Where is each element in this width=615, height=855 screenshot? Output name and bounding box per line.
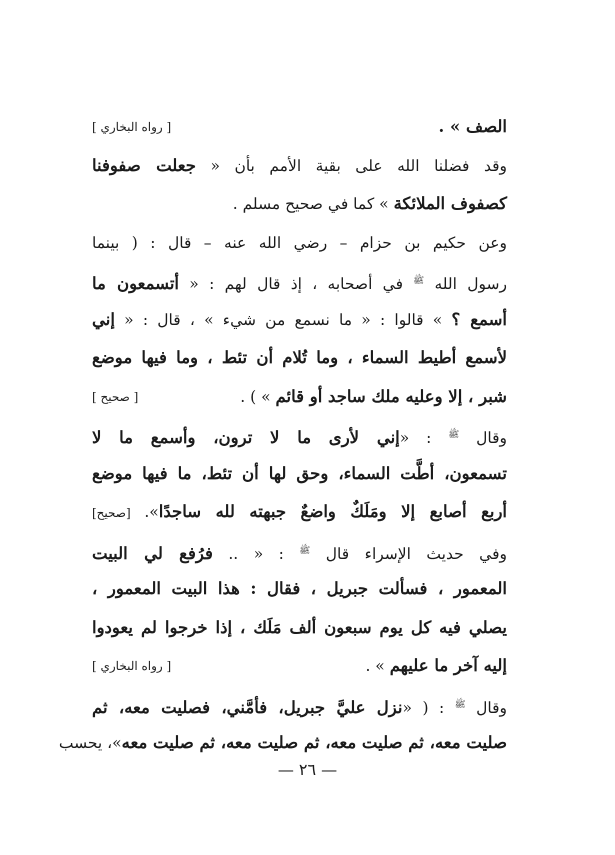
hadith-text: يصلي فيه كل يوم سبعون ألف مَلَك ، إذا خرجوا لم يعودوا: [92, 617, 507, 637]
body-text: : « ..: [212, 544, 300, 563]
source-reference: [ صحيح ]: [92, 389, 139, 404]
body-text: رسول الله: [424, 275, 507, 293]
text-line: [92, 493, 507, 531]
hadith-text: كصفوف الملائكة: [393, 194, 507, 213]
hadith-text: المعمور ، فسألت جبريل ، فقال : هذا البيت المعمور ،: [92, 579, 507, 598]
body-text: » قالوا : « ما نسمع من شيء » ، قال : «: [114, 310, 452, 329]
page-body: [58, 108, 508, 798]
text-line: [92, 686, 507, 724]
text-line: [58, 724, 507, 762]
text-line: [92, 262, 507, 300]
hadith-text: أسمع ؟: [451, 309, 507, 329]
text-line: [92, 455, 507, 493]
body-text: » ) .: [240, 387, 276, 406]
text-line: [207, 647, 507, 685]
honorific-glyph: ﷺ: [448, 430, 460, 440]
body-text: » .: [365, 657, 390, 675]
body-text: وقال: [465, 698, 507, 717]
text-line: [92, 301, 507, 339]
body-text: وفي حديث الإسراء قال: [310, 544, 507, 563]
body-text: » كما في صحيح مسلم .: [232, 195, 394, 213]
source-reference: [ رواه البخاري ]: [92, 120, 172, 134]
body-text: وعن حكيم بن حزام – رضي الله عنه – قال : ( بينما: [92, 233, 507, 252]
honorific-glyph: ﷺ: [454, 699, 466, 710]
body-text: »، يحسب: [58, 734, 122, 752]
hadith-text: الصف » .: [438, 117, 507, 136]
text-line: [92, 185, 507, 223]
body-text: : «: [399, 429, 449, 447]
hadith-text: صليت معه، ثم صليت معه، ثم صليت معه، ثم صليت معه: [121, 733, 507, 752]
hadith-text: فرُفع لي البيت: [92, 543, 213, 563]
text-line: [92, 570, 507, 608]
body-text: في أصحابه ، إذ قال لهم : «: [179, 275, 414, 293]
text-line: [92, 147, 507, 185]
text-line: [207, 378, 507, 416]
text-line: [92, 532, 507, 570]
hadith-text: إني لأرى ما لا ترون، وأسمع ما لا: [92, 428, 400, 447]
hadith-text: تسمعون، أطَّت السماء، وحق لها أن تئط، ما فيها موضع: [92, 463, 507, 483]
source-reference: [صحيح]: [92, 506, 131, 520]
text-line: [92, 416, 507, 454]
hadith-text: إليه آخر ما عليهم: [389, 656, 507, 675]
body-text: وقال: [459, 429, 508, 447]
hadith-text: أتسمعون ما: [92, 274, 180, 293]
text-line: [207, 108, 507, 146]
hadith-text: لأسمع أطيط السماء ، وما تُلام أن تئط ، وما فيها موضع: [92, 348, 507, 367]
hadith-text: إني: [92, 309, 115, 329]
hadith-text: أربع أصابع إلا ومَلَكٌ واضعٌ جبهته لله ساجدًا: [158, 502, 508, 521]
honorific-glyph: ﷺ: [299, 545, 311, 556]
hadith-text: شبر ، إلا وعليه ملك ساجد أو قائم: [275, 386, 507, 406]
source-reference: [ رواه البخاري ]: [92, 659, 172, 673]
text-line: [92, 339, 507, 377]
page-number: — ٢٦ —: [277, 760, 338, 779]
hadith-text: جعلت صفوفنا: [92, 155, 196, 175]
body-text: : ( «: [402, 698, 455, 717]
text-line: [92, 609, 507, 647]
text-line: [92, 224, 507, 262]
honorific-glyph: ﷺ: [413, 276, 425, 286]
body-text: ».: [130, 503, 159, 521]
hadith-text: نزل عليَّ جبريل، فأمَّني، فصليت معه، ثم: [92, 697, 403, 717]
body-text: وقد فضلنا الله على بقية الأمم بأن «: [195, 156, 507, 175]
